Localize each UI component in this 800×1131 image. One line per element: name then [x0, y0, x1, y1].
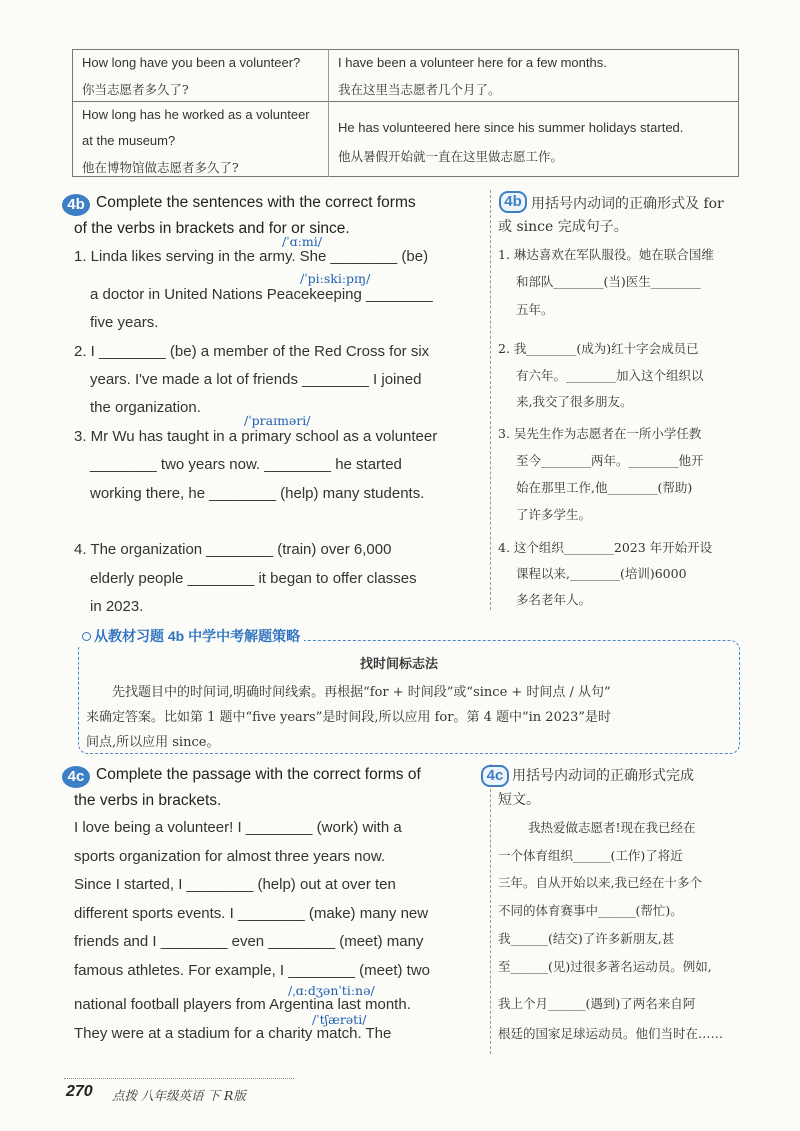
exercise-4b-line: years. I've made a lot of friends ________ I joined	[90, 371, 422, 388]
exercise-4c-line: sports organization for almost three years now.	[74, 848, 385, 865]
page-number: 270	[66, 1083, 93, 1100]
exercise-4c-line: famous athletes. For example, I ________ (meet) two	[74, 962, 431, 979]
ipa-argentina: /ˌɑːdʒənˈtiːnə/	[288, 983, 375, 998]
column-divider-lower	[490, 764, 491, 1054]
exercise-4c-line: different sports events. I ________ (make) many new	[74, 905, 429, 922]
exercise-4b-line: a doctor in United Nations Peacekeeping ________	[90, 286, 433, 303]
table-row-2-answer-en: He has volunteered here since his summer holidays started.	[338, 120, 684, 135]
ipa-charity: /ˈtʃærəti/	[312, 1012, 367, 1027]
exercise-4c-line: friends and I ________ even ________ (meet) many	[74, 933, 424, 950]
exercise-4b-line: 2. I ________ (be) a member of the Red Cross for six	[74, 343, 430, 360]
table-row-1-question-zh: 你当志愿者多久了?	[82, 82, 189, 97]
book-title: 点拨 八年级英语 下 R版	[112, 1088, 246, 1103]
exercise-4b-zh-line: 来,我交了很多朋友。	[516, 394, 633, 409]
exercise-4b-zh-line: 课程以来,________(培训)6000	[516, 566, 687, 581]
exercise-4b-zh-line: 五年。	[516, 302, 554, 317]
exercise-4c-title-line1: Complete the passage with the correct forms of	[96, 766, 421, 783]
table-right-border	[738, 49, 739, 177]
exercise-4b-zh-line: 和部队________(当)医生________	[516, 274, 701, 289]
exercise-4b-title-line2: of the verbs in brackets and for or since.	[74, 220, 350, 237]
table-left-border	[72, 49, 73, 177]
exercise-4c-zh-line: 根廷的国家足球运动员。他们当时在……	[498, 1026, 724, 1041]
exercise-4b-line: ________ two years now. ________ he started	[90, 456, 402, 473]
exercise-4b-zh-line: 多名老年人。	[516, 592, 592, 607]
exercise-4c-zh-title-line1: 用括号内动词的正确形式完成	[512, 768, 694, 784]
exercise-4b-title-line1: Complete the sentences with the correct forms	[96, 194, 416, 211]
exercise-4c-line: They were at a stadium for a charity match. The	[74, 1025, 392, 1042]
exercise-4b-zh-line: 至今________两年。________他开	[516, 453, 704, 468]
exercise-4b-line: five years.	[90, 314, 159, 331]
exercise-4b-zh-line: 4. 这个组织________2023 年开始开设	[498, 540, 713, 555]
table-column-divider	[328, 49, 329, 177]
exercise-4c-zh-line: 不同的体育赛事中______(帮忙)。	[498, 903, 683, 918]
exercise-4b-badge: 4b	[62, 194, 90, 216]
footer-rule	[64, 1078, 294, 1079]
bullet-icon	[82, 632, 91, 641]
exercise-4c-badge: 4c	[62, 766, 90, 788]
ipa-primary: /ˈpraɪməri/	[244, 413, 311, 428]
strategy-title: 找时间标志法	[360, 657, 439, 672]
strategy-paragraph-line1: 先找题目中的时间词,明确时间线索。再根据“for + 时间段”或“since + 时间点 / 从句”	[112, 685, 611, 700]
strategy-paragraph-line3: 间点,所以应用 since。	[86, 735, 220, 750]
exercise-4b-zh-line: 2. 我________(成为)红十字会成员已	[498, 341, 699, 356]
exercise-4b-zh-badge: 4b	[499, 191, 527, 213]
exercise-4b-line: working there, he ________ (help) many students.	[90, 485, 425, 502]
exercise-4c-line: Since I started, I ________ (help) out at over ten	[74, 876, 396, 893]
table-row-1-answer-en: I have been a volunteer here for a few months.	[338, 55, 607, 70]
ipa-army: /ˈɑːmi/	[282, 234, 322, 249]
exercise-4c-line: national football players from Argentina last month.	[74, 996, 411, 1013]
exercise-4b-zh-title-line1: 用括号内动词的正确形式及 for	[531, 196, 724, 212]
strategy-paragraph-line2: 来确定答案。比如第 1 题中“five years”是时间段,所以应用 for。第 4 题中“in 2023”是时	[86, 710, 612, 725]
table-row-2-answer-zh: 他从暑假开始就一直在这里做志愿工作。	[338, 149, 564, 164]
exercise-4c-line: I love being a volunteer! I ________ (work) with a	[74, 819, 402, 836]
exercise-4b-zh-line: 3. 吴先生作为志愿者在一所小学任教	[498, 426, 702, 441]
exercise-4b-zh-line: 有六年。________加入这个组织以	[516, 368, 704, 383]
strategy-header: 从教材习题 4b 中学中考解题策略	[78, 626, 304, 646]
exercise-4c-zh-line: 我______(结交)了许多新朋友,甚	[498, 931, 675, 946]
table-row-divider	[72, 101, 738, 102]
exercise-4c-zh-badge: 4c	[481, 765, 509, 787]
ipa-peacekeeping: /ˈpiːskiːpɪŋ/	[300, 271, 371, 286]
table-row-1-answer-zh: 我在这里当志愿者几个月了。	[338, 82, 501, 97]
table-row-2-question-en-line1: How long has he worked as a volunteer	[82, 107, 310, 122]
exercise-4b-line: elderly people ________ it began to offer classes	[90, 570, 417, 587]
exercise-4b-line: 4. The organization ________ (train) over 6,000	[74, 541, 392, 558]
exercise-4b-line: 1. Linda likes serving in the army. She ________ (be)	[74, 248, 429, 265]
table-bottom-border	[72, 176, 738, 177]
table-row-1-question-en: How long have you been a volunteer?	[82, 55, 301, 70]
exercise-4c-zh-line: 我热爱做志愿者!现在我已经在	[528, 820, 696, 835]
exercise-4c-zh-line: 一个体育组织______(工作)了将近	[498, 848, 683, 863]
exercise-4c-title-line2: the verbs in brackets.	[74, 792, 222, 809]
exercise-4c-zh-line: 三年。自从开始以来,我已经在十多个	[498, 875, 702, 890]
exercise-4b-line: the organization.	[90, 399, 201, 416]
exercise-4b-line: 3. Mr Wu has taught in a primary school as a volunteer	[74, 428, 438, 445]
table-top-border	[72, 49, 738, 50]
table-row-2-question-en-line2: at the museum?	[82, 133, 176, 148]
exercise-4c-zh-line: 至______(见)过很多著名运动员。例如,	[498, 959, 712, 974]
exercise-4c-zh-line: 我上个月______(遇到)了两名来自阿	[498, 996, 696, 1011]
column-divider	[490, 190, 491, 610]
table-row-2-question-zh: 他在博物馆做志愿者多久了?	[82, 160, 239, 175]
exercise-4b-zh-line: 始在那里工作,他________(帮助)	[516, 480, 693, 495]
exercise-4c-zh-title-line2: 短文。	[498, 792, 540, 808]
exercise-4b-zh-line: 了许多学生。	[516, 507, 592, 522]
exercise-4b-zh-line: 1. 琳达喜欢在军队服役。她在联合国维	[498, 247, 714, 262]
exercise-4b-zh-title-line2: 或 since 完成句子。	[498, 219, 628, 235]
exercise-4b-line: in 2023.	[90, 598, 144, 615]
